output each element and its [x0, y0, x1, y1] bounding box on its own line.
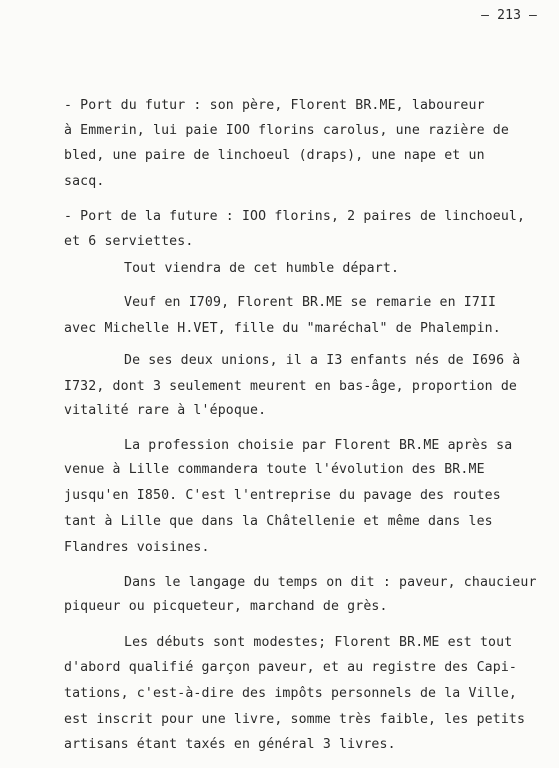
paragraph-6-line-2: venue à Lille commandera toute l'évolution des BR.ME — [64, 462, 485, 477]
paragraph-1-line-3: bled, une paire de linchoeul (draps), une nape et un — [64, 148, 485, 163]
paragraph-8-line-5: artisans étant taxés en général 3 livres. — [64, 737, 396, 752]
paragraph-4-line-2: avec Michelle H.VET, fille du "maréchal" de Phalempin. — [64, 321, 501, 336]
paragraph-7-line-2: piqueur ou picqueteur, marchand de grès. — [64, 599, 388, 614]
paragraph-1-line-4: sacq. — [64, 174, 105, 189]
paragraph-5-line-1: De ses deux unions, il a I3 enfants nés de I696 à — [124, 353, 521, 368]
paragraph-8-line-2: d'abord qualifié garçon paveur, et au registre des Capi- — [64, 660, 518, 675]
paragraph-1-line-2: à Emmerin, lui paie IOO florins carolus, une razière de — [64, 123, 509, 138]
paragraph-6-line-3: jusqu'en I850. C'est l'entreprise du pavage des routes — [64, 488, 501, 503]
paragraph-5-line-3: vitalité rare à l'époque. — [64, 403, 267, 418]
paragraph-5-line-2: I732, dont 3 seulement meurent en bas-âge, proportion de — [64, 379, 518, 394]
paragraph-3-line-1: Tout viendra de cet humble départ. — [124, 261, 400, 276]
paragraph-6-line-5: Flandres voisines. — [64, 540, 210, 555]
paragraph-2-line-2: et 6 serviettes. — [64, 234, 194, 249]
paragraph-4-line-1: Veuf en I709, Florent BR.ME se remarie en I7II — [124, 295, 497, 310]
paragraph-8-line-4: est inscrit pour une livre, somme très faible, les petits — [64, 712, 526, 727]
paragraph-1-line-1: - Port du futur : son père, Florent BR.ME, laboureur — [64, 98, 485, 113]
paragraph-6-line-4: tant à Lille que dans la Châtellenie et même dans les — [64, 514, 493, 529]
paragraph-2-line-1: - Port de la future : IOO florins, 2 paires de linchoeul, — [64, 209, 526, 224]
paragraph-6-line-1: La profession choisie par Florent BR.ME après sa — [124, 438, 513, 453]
page-number: – 213 – — [481, 8, 537, 23]
paragraph-8-line-1: Les débuts sont modestes; Florent BR.ME est tout — [124, 635, 513, 650]
paragraph-8-line-3: tations, c'est-à-dire des impôts personnels de la Ville, — [64, 686, 518, 701]
paragraph-7-line-1: Dans le langage du temps on dit : paveur, chaucieur — [124, 575, 537, 590]
